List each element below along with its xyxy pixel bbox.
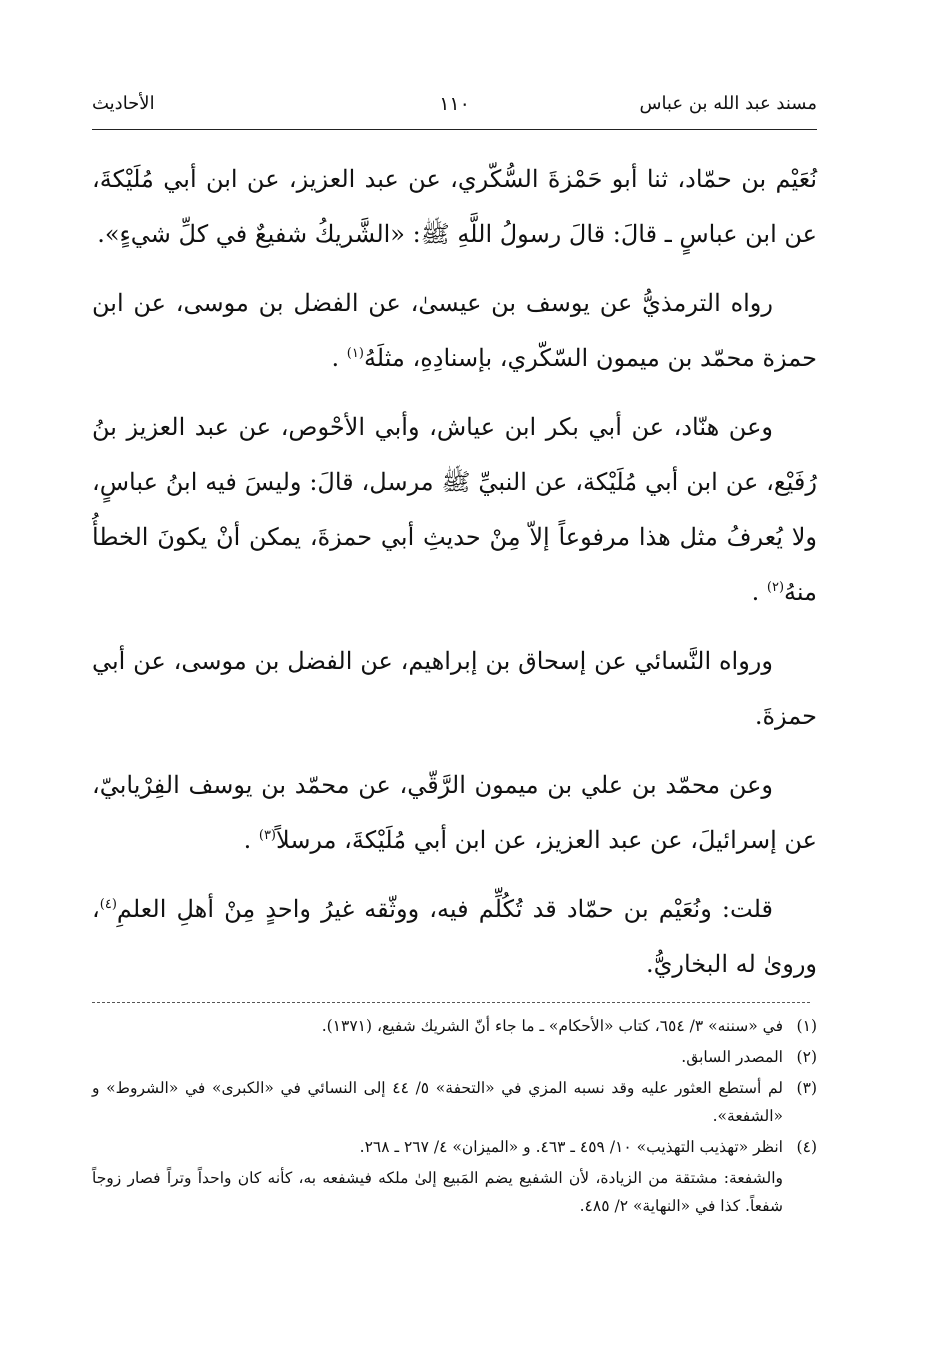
footnote-number: (٣) bbox=[796, 1079, 817, 1097]
footnotes bbox=[92, 1012, 817, 1220]
main-text bbox=[92, 152, 817, 1006]
page-number: ١١٠ bbox=[439, 93, 470, 115]
footnote-number: (٤) bbox=[796, 1138, 817, 1156]
paragraph-tail: . bbox=[331, 344, 347, 372]
footnote-continuation: والشفعة: مشتقة من الزيادة، لأن الشفيع يضم المَبيع إلىٰ ملكه فيشفعه به، كأنه كان واحداً وتراً فصار زوجاً شفعاً. كذا في «النهاية» ٢/ ٤٨٥. bbox=[92, 1169, 783, 1215]
footnote-ref[interactable]: (٤) bbox=[99, 897, 117, 912]
footnote-ref[interactable]: (٢) bbox=[766, 580, 785, 595]
paragraph-tail: . bbox=[751, 578, 767, 606]
paragraph-text: قلت: ونُعَيْم بن حمّاد قد تُكُلِّم فيه، ووثّقه غيرُ واحدٍ مِنْ أهلِ العلمِ bbox=[116, 895, 773, 923]
paragraph bbox=[92, 758, 817, 868]
header-book-title: مسند عبد الله بن عباس bbox=[639, 93, 817, 114]
footnote-text: لم أستطع العثور عليه وقد نسبه المزي في «التحفة» ٥/ ٤٤ إلى النسائي في «الكبرى» في «الشروط» و «الشفعة». bbox=[92, 1079, 783, 1125]
header-rule bbox=[92, 129, 817, 130]
paragraph bbox=[92, 400, 817, 620]
paragraph bbox=[92, 152, 817, 262]
paragraph-text: وعن محمّد بن علي بن ميمون الرَّقّي، عن محمّد بن يوسف الفِرْيابيّ، عن إسرائيلَ، عن عبد العزيز، عن ابن أبي مُلَيْكةَ، مرسلاً bbox=[92, 771, 817, 854]
footnote-item bbox=[92, 1074, 817, 1130]
footnote-number: (١) bbox=[796, 1017, 817, 1035]
paragraph-text: ورواه النَّسائي عن إسحاق بن إبراهيم، عن الفضل بن موسى، عن أبي حمزةَ. bbox=[92, 647, 817, 730]
footnote-text: انظر «تهذيب التهذيب» ١٠/ ٤٥٩ ـ ٤٦٣. و «الميزان» ٤/ ٢٦٧ ـ ٢٦٨. bbox=[359, 1138, 783, 1156]
paragraph-tail: . bbox=[243, 826, 259, 854]
running-header bbox=[92, 92, 817, 126]
footnote-item bbox=[92, 1133, 817, 1161]
footnote-number: (٢) bbox=[796, 1048, 817, 1066]
paragraph-text: رواه الترمذيُّ عن يوسف بن عيسىٰ، عن الفضل بن موسى، عن ابن حمزة محمّد بن ميمون السّكّري، بإسنادِهِ، مثلَهُ bbox=[92, 289, 817, 372]
paragraph bbox=[92, 882, 817, 992]
footnote-ref[interactable]: (٣) bbox=[258, 828, 276, 843]
paragraph bbox=[92, 276, 817, 386]
footnote-text: في «سننه» ٣/ ٦٥٤، كتاب «الأحكام» ـ ما جاء أنّ الشريك شفيع، (١٣٧١). bbox=[321, 1017, 783, 1035]
footnote-text: المصدر السابق. bbox=[681, 1048, 783, 1066]
paragraph-text: وعن هنّاد، عن أبي بكر ابن عياش، وأبي الأحْوص، عن عبد العزيز بنُ رُفَيْع، عن ابن أبي مُلَيْكة، عن النبيِّ ﷺ مرسل، قالَ: وليسَ فيه ابنُ عباسٍ، ولا يُعرفُ مثل هذا مرفوعاً إلاّ مِنْ حديثِ أبي حمزةَ، يمكن أنْ يكونَ الخطأُ منهُ bbox=[92, 413, 817, 606]
paragraph bbox=[92, 634, 817, 744]
footnote-separator bbox=[92, 1002, 810, 1003]
header-section-title: الأحاديث bbox=[92, 93, 155, 114]
paragraph-text: نُعَيْم بن حمّاد، ثنا أبو حَمْزةَ السُّكّري، عن عبد العزيز، عن ابن أبي مُلَيْكةَ، عن ابن عباسٍ ـ قالَ: قالَ رسولُ اللَّهِ ﷺ: «الشَّريكُ شفيعٌ في كلِّ شيءٍ». bbox=[92, 165, 817, 248]
footnote-item bbox=[92, 1012, 817, 1040]
paragraph-tail: ، وروىٰ له البخاريُّ. bbox=[92, 895, 817, 978]
footnote-ref[interactable]: (١) bbox=[346, 346, 364, 361]
footnote-item bbox=[92, 1043, 817, 1071]
